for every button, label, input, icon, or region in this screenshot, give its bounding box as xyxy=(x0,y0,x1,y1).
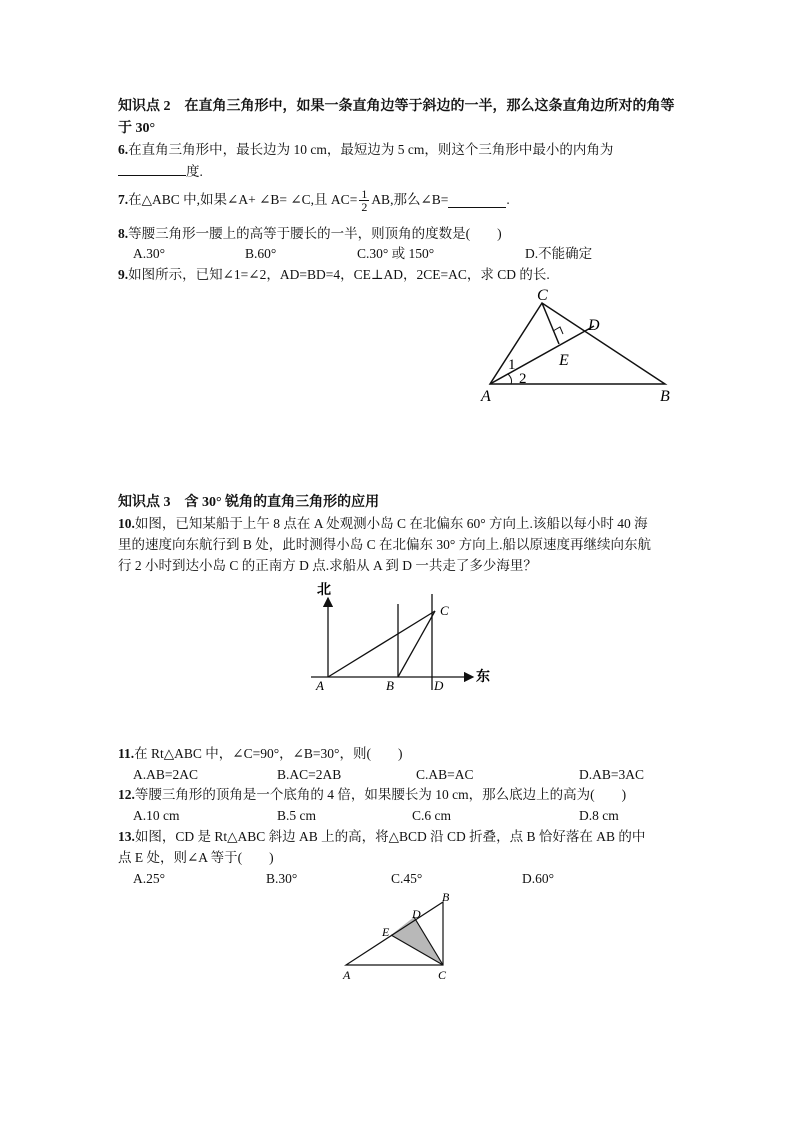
label-b: B xyxy=(660,388,670,405)
question-8-number: 8. xyxy=(118,226,129,241)
question-12-number: 12. xyxy=(118,787,135,802)
question-13-text-1: 如图，CD 是 Rt△ABC 斜边 AB 上的高，将△BCD 沿 CD 折叠，点 B 恰好落在 AB 的中 xyxy=(134,829,646,844)
question-7-number: 7. xyxy=(118,192,129,207)
question-10-text-1: 如图，已知某船于上午 8 点在 A 处观测小岛 C 在北偏东 60° 方向上.该船以每小时 40 海 xyxy=(134,516,648,531)
question-7-text-2: AB,那么∠B= xyxy=(371,192,449,207)
option-c[interactable]: C.30° 或 150° xyxy=(357,246,435,261)
question-11-number: 11. xyxy=(118,746,135,761)
question-8-text: 等腰三角形一腰上的高等于腰长的一半，则顶角的度数是( ) xyxy=(128,226,502,241)
question-8 xyxy=(118,224,502,244)
option-d[interactable]: D.60° xyxy=(522,871,555,886)
option-d[interactable]: D.8 cm xyxy=(579,808,619,823)
label-a: A xyxy=(481,388,491,405)
option-d[interactable]: D.AB=3AC xyxy=(579,767,644,782)
triangle-abc xyxy=(490,303,665,384)
question-10-line2: 里的速度向东航行到 B 处，此时测得小岛 C 在北偏东 30° 方向上.船以原速度再继续向东航 xyxy=(118,537,652,552)
label-east: 东 xyxy=(476,670,490,685)
question-11-text: 在 Rt△ABC 中，∠C=90°，∠B=30°，则( ) xyxy=(134,746,403,761)
question-10-line1 xyxy=(118,514,648,534)
label-north: 北 xyxy=(317,583,331,598)
question-12 xyxy=(118,785,626,805)
option-b[interactable]: B.5 cm xyxy=(277,808,316,823)
question-10-line3: 行 2 小时到达小岛 C 的正南方 D 点.求船从 A 到 D 一共走了多少海里？ xyxy=(118,558,537,573)
question-6 xyxy=(118,140,613,160)
angle-arc xyxy=(508,374,512,384)
answer-blank[interactable] xyxy=(118,161,186,176)
figure-triangle-abc xyxy=(475,283,685,408)
question-13-number: 13. xyxy=(118,829,135,844)
option-c[interactable]: C.6 cm xyxy=(412,808,451,823)
question-6-number: 6. xyxy=(118,142,129,157)
question-7 xyxy=(118,186,510,214)
question-7-text-3: . xyxy=(506,192,510,207)
fraction-numerator: 1 xyxy=(361,186,368,201)
option-c[interactable]: C.45° xyxy=(391,871,423,886)
question-6-line2 xyxy=(118,161,203,182)
label-b: B xyxy=(386,678,394,693)
label-c: C xyxy=(440,603,449,618)
figure-ship-navigation xyxy=(305,580,500,695)
answer-blank[interactable] xyxy=(448,193,506,208)
label-a: A xyxy=(343,968,351,982)
line-bc xyxy=(398,611,435,677)
question-9-number: 9. xyxy=(118,267,129,282)
label-c: C xyxy=(438,968,447,982)
option-a[interactable]: A.10 cm xyxy=(133,808,180,823)
option-b[interactable]: B.60° xyxy=(245,246,277,261)
section-2-title-line1: 知识点 2 在直角三角形中，如果一条直角边等于斜边的一半，那么这条直角边所对的角等 xyxy=(118,99,675,114)
question-13-line2: 点 E 处，则∠A 等于( ) xyxy=(118,850,274,865)
label-d: D xyxy=(588,317,600,334)
question-12-text: 等腰三角形的顶角是一个底角的 4 倍，如果腰长为 10 cm，那么底边上的高为( ) xyxy=(134,787,627,802)
question-6-suffix: 度. xyxy=(186,164,203,179)
option-a[interactable]: A.30° xyxy=(133,246,166,261)
label-angle-2: 2 xyxy=(519,371,527,387)
fraction-one-half xyxy=(359,188,369,213)
label-c: C xyxy=(537,287,548,304)
figure-folded-triangle xyxy=(338,890,468,985)
question-6-text: 在直角三角形中，最长边为 10 cm，最短边为 5 cm，则这个三角形中最小的内角为 xyxy=(128,142,614,157)
label-d: D xyxy=(412,907,421,921)
option-c[interactable]: C.AB=AC xyxy=(416,767,474,782)
section-3-title: 知识点 3 含 30° 锐角的直角三角形的应用 xyxy=(118,495,380,510)
option-b[interactable]: B.AC=2AB xyxy=(277,767,342,782)
segment-ad xyxy=(490,326,594,384)
label-b: B xyxy=(442,890,450,904)
label-a: A xyxy=(316,678,324,693)
option-d[interactable]: D.不能确定 xyxy=(525,246,593,261)
shaded-region xyxy=(391,917,443,965)
question-9-text: 如图所示，已知∠1=∠2，AD=BD=4，CE⊥AD，2CE=AC，求 CD 的长. xyxy=(128,267,550,282)
question-13-line1 xyxy=(118,827,645,847)
question-10-number: 10. xyxy=(118,516,135,531)
option-b[interactable]: B.30° xyxy=(266,871,298,886)
option-a[interactable]: A.AB=2AC xyxy=(133,767,198,782)
label-e: E xyxy=(382,925,390,939)
question-11 xyxy=(118,744,402,764)
label-e: E xyxy=(559,352,569,369)
question-9 xyxy=(118,265,550,285)
section-2-title-line2: 于 30° xyxy=(118,121,156,136)
question-7-text-1: 在△ABC 中,如果∠A+ ∠B= ∠C,且 AC= xyxy=(128,192,358,207)
line-ac xyxy=(328,611,435,677)
label-angle-1: 1 xyxy=(508,357,516,373)
label-d: D xyxy=(434,678,444,693)
fraction-denominator: 2 xyxy=(361,199,368,214)
option-a[interactable]: A.25° xyxy=(133,871,166,886)
